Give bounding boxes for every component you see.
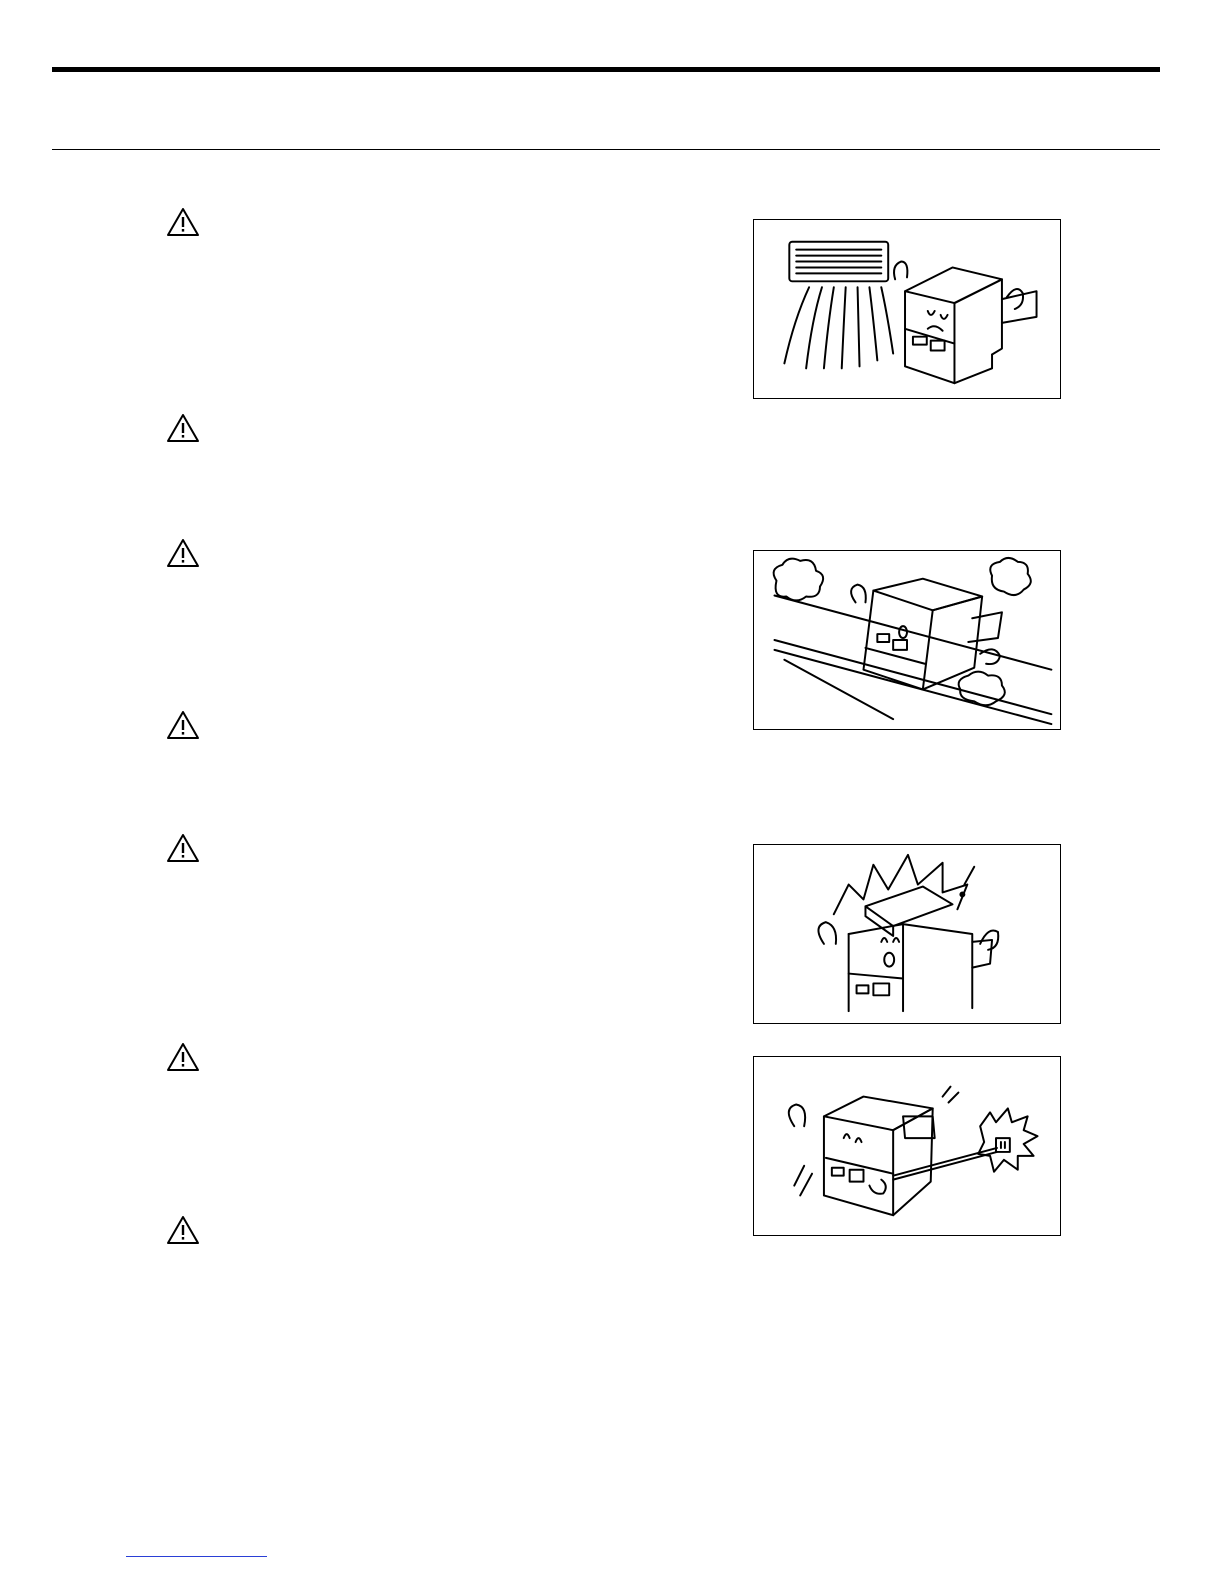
warning-triangle-icon (166, 538, 200, 568)
copier-pulling-power-cord-illustration (753, 1056, 1061, 1236)
warning-triangle-icon (166, 833, 200, 863)
warning-triangle-icon (166, 710, 200, 740)
copier-cover-falling-illustration (753, 844, 1061, 1024)
footer-link-underline[interactable] (126, 1556, 267, 1557)
warning-triangle-icon (166, 413, 200, 443)
header-rule-thick (52, 67, 1160, 72)
copier-near-air-conditioner-illustration (753, 219, 1061, 399)
copier-on-slope-illustration (753, 550, 1061, 730)
warning-triangle-icon (166, 1215, 200, 1245)
warning-triangle-icon (166, 207, 200, 237)
header-rule-thin (52, 149, 1160, 150)
warning-triangle-icon (166, 1042, 200, 1072)
